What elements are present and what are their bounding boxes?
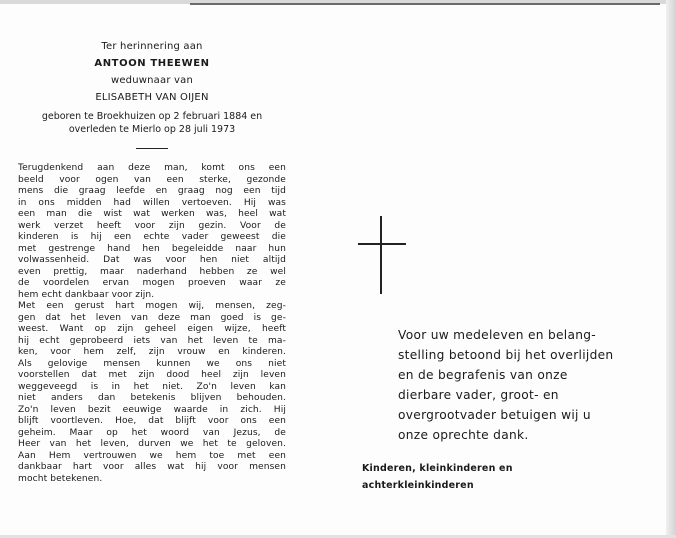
thanks-line: dierbare vader, groot- en	[398, 388, 559, 402]
deceased-name: ANTOON THEEWEN	[94, 58, 210, 69]
spouse-name: ELISABETH VAN OIJEN	[95, 92, 209, 103]
text-line: kinderen is hij een echte vader geweest die	[18, 232, 286, 242]
scan-top-border-line	[190, 3, 660, 5]
text-line: in ons midden had willen vertoeven. Hij was	[18, 197, 286, 208]
text-line: weest. Want op zijn geheel eigen wijze, heeft	[18, 324, 286, 334]
thanks-line: onze oprechte dank.	[398, 428, 529, 442]
text-line: ken, voor hem zelf, zijn vrouw en kinderen.	[18, 347, 286, 357]
text-line: de voordelen ervan mogen proeven waar ze	[18, 278, 286, 288]
text-line: geheim. Maar op het woord van Jezus, de	[18, 427, 286, 438]
text-line: weggeveegd is in het niet. Zo'n leven kan	[18, 381, 286, 392]
text-line: beeld voor ogen van een sterke, gezonde	[18, 174, 286, 185]
text-line: werk verzet heeft voor zijn gezin. Voor de	[18, 220, 286, 231]
birth-line: geboren te Broekhuizen op 2 februari 1884 en	[41, 111, 263, 122]
thanks-message	[398, 325, 638, 445]
separator-line	[136, 148, 168, 149]
thanks-line: overgrootvader betuigen wij u	[398, 408, 591, 422]
family-signature	[362, 460, 542, 494]
text-line: blijft voortleven. Hoe, dat blijft voor ons een	[18, 416, 286, 426]
memorial-header	[18, 38, 286, 106]
text-line: met gestrenge hand hen begeleidde naar hun	[18, 243, 286, 254]
text-line: voorstellen dat met zijn dood heel zijn leven	[18, 370, 286, 380]
text-line: niet anders dan betekenis blijven behouden.	[18, 393, 286, 403]
relation-line: weduwnaar van	[110, 75, 194, 86]
text-line: mocht betekenen.	[18, 473, 103, 484]
death-line: overleden te Mierlo op 28 juli 1973	[68, 124, 236, 135]
family-line: achterkleinkinderen	[362, 480, 474, 491]
text-line: een man die wist wat werken was, heel wat	[18, 209, 286, 219]
memory-line: Ter herinnering aan	[101, 41, 203, 52]
text-line: Heer van het leven, durven we het te geloven.	[18, 439, 286, 449]
text-line: even prettig, maar naderhand hebben ze wel	[18, 266, 286, 277]
scan-right-edge	[666, 0, 676, 538]
text-line: Terugdenkend aan deze man, komt ons een	[18, 163, 286, 173]
text-line: mens die graag leefde en graag nog een tijd	[18, 186, 286, 196]
text-line: dankbaar hart voor alles wat hij voor mensen	[18, 462, 286, 472]
text-line: hem echt dankbaar voor zijn.	[18, 289, 155, 300]
thanks-line: en de begrafenis van onze	[398, 368, 568, 382]
text-line: Zo'n leven bezit eeuwige waarde in zich. Hij	[18, 404, 286, 415]
memorial-text	[18, 163, 286, 485]
text-line: Als gelovige mensen kunnen we ons niet	[18, 358, 286, 369]
thanks-line: Voor uw medeleven en belang-	[398, 328, 596, 342]
life-dates	[18, 110, 286, 136]
thanks-line: stelling betoond bij het overlijden	[398, 348, 614, 362]
family-line: Kinderen, kleinkinderen en	[362, 463, 513, 474]
text-line: Aan Hem vertrouwen we hem toe met een	[18, 450, 286, 461]
text-line: volwassenheid. Dat was voor hen niet altijd	[18, 255, 286, 265]
text-line: hij echt geprobeerd iets van het leven te ma-	[18, 335, 286, 346]
left-column	[18, 38, 286, 485]
cross-icon	[358, 216, 406, 294]
cross-horizontal-bar	[358, 243, 406, 245]
text-line: Met een gerust hart mogen wij, mensen, zeg-	[18, 301, 286, 311]
cross-vertical-bar	[380, 216, 382, 294]
text-line: gen dat het leven van deze man goed is ge-	[18, 312, 286, 323]
